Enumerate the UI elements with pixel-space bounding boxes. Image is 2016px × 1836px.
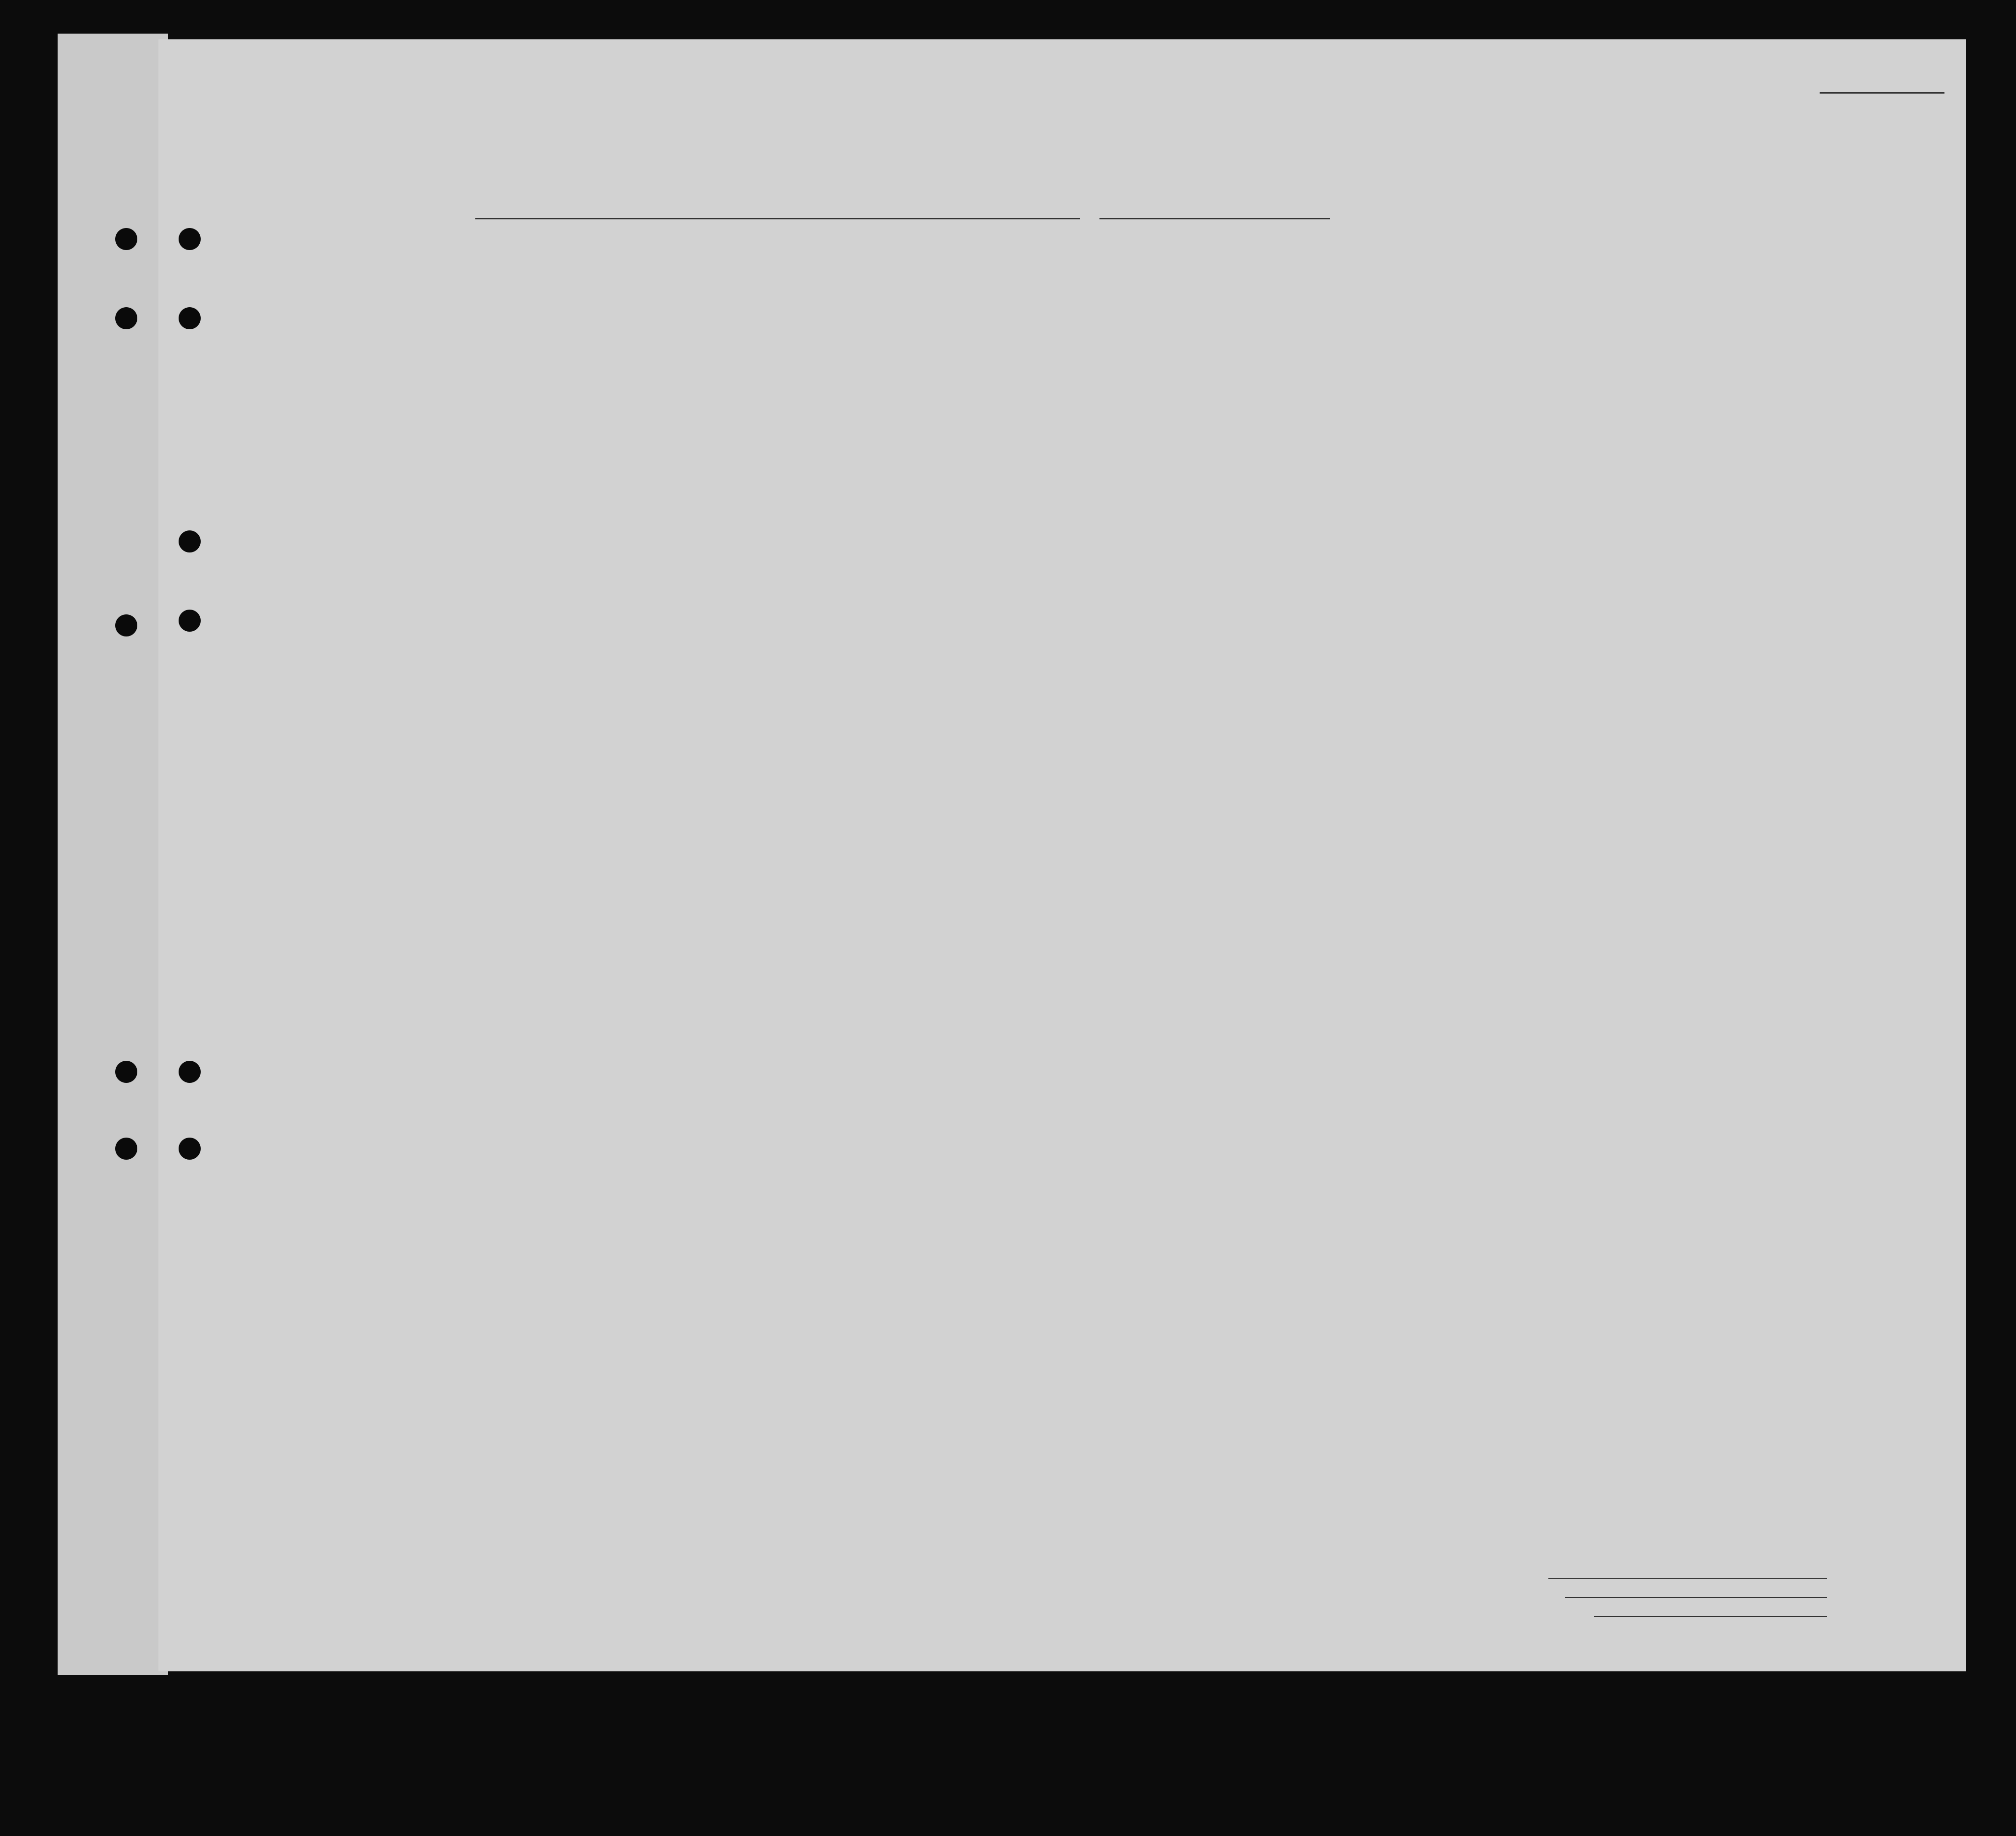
binder-hole: [115, 1138, 137, 1160]
binder-hole: [179, 610, 201, 632]
binder-hole: [179, 228, 201, 250]
binder-hole: [115, 228, 137, 250]
binder-hole: [179, 1138, 201, 1160]
binder-hole: [115, 307, 137, 329]
left-page-fragment: [58, 34, 168, 1675]
line-underline: [1548, 1578, 1827, 1579]
port-underline: [475, 218, 1080, 219]
list-underline: [1820, 92, 1944, 94]
binder-hole: [115, 1061, 137, 1083]
owners-underline: [1565, 1597, 1827, 1598]
binder-hole: [115, 614, 137, 636]
binder-hole: [179, 530, 201, 552]
manifest-table: [190, 234, 1966, 1530]
binder-hole: [179, 307, 201, 329]
agents-underline: [1594, 1616, 1827, 1617]
binder-hole: [179, 1061, 201, 1083]
manifest-sheet: [158, 39, 1966, 1671]
date-underline: [1099, 218, 1330, 219]
